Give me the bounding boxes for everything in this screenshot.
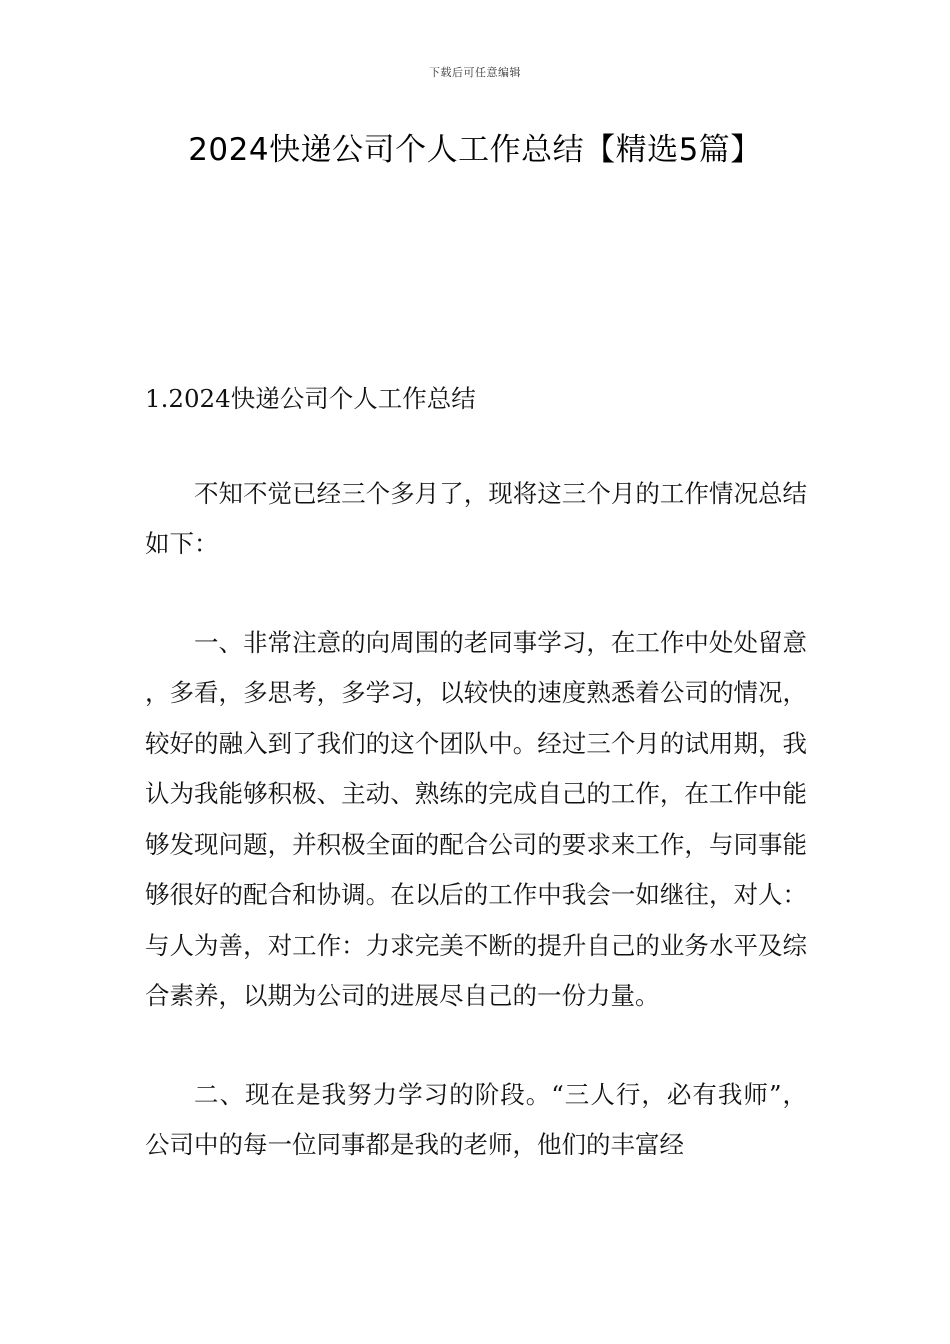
section-heading: 1.2024快递公司个人工作总结 xyxy=(145,384,476,413)
paragraph-point-two: 二、现在是我努力学习的阶段。“三人行，必有我师”，公司中的每一位同事都是我的老师，他们的丰富经 xyxy=(145,1079,807,1159)
paragraph-intro: 不知不觉已经三个多月了，现将这三个月的工作情况总结如下： xyxy=(145,478,807,558)
paragraph-point-one: 一、非常注意的向周围的老同事学习，在工作中处处留意，多看，多思考，多学习，以较快的速度熟悉着公司的情况，较好的融入到了我们的这个团队中。经过三个月的试用期，我认为我能够积极、主动、熟练的完成自己的工作，在工作中能够发现问题，并积极全面的配合公司的要求来工作，与同事能够很好的配合和协调。在以后的工作中我会一如继往，对人：与人为善，对工作：力求完美不断的提升自己的业务水平及综合素养，以期为公司的进展尽自己的一份力量。 xyxy=(145,627,807,1010)
document-title: 2024快递公司个人工作总结【精选5篇】 xyxy=(188,132,762,168)
header-note: 下载后可任意编辑 xyxy=(429,66,521,79)
document-body xyxy=(145,374,807,1219)
